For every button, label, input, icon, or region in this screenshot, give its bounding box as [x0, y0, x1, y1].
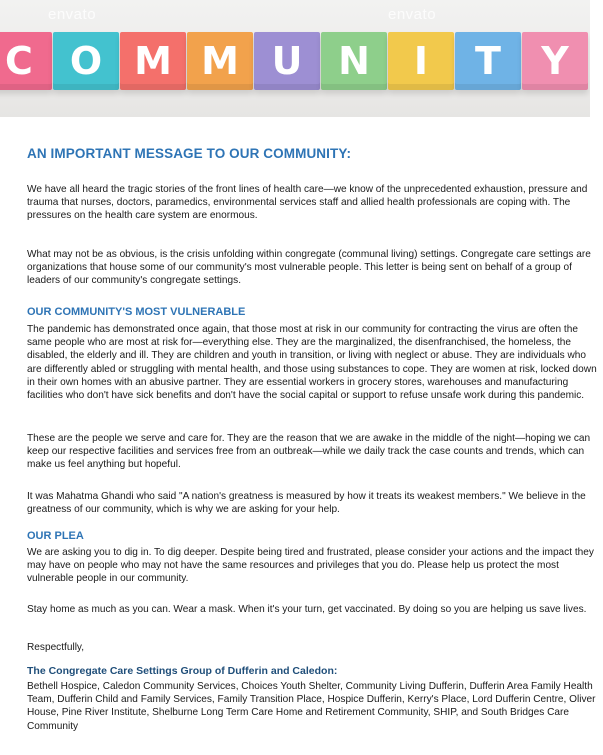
letter-block: U — [254, 32, 320, 90]
plea-paragraph-2: Stay home as much as you can. Wear a mask. When it's your turn, get vaccinated. By doing so you are helping us save lives. — [27, 604, 587, 615]
vulnerable-paragraph-2: These are the people we serve and care for. They are the reason that we are awake in the middle of the night—hoping we can keep our respective facilities and services free from an outbreak—while we daily track the case counts and trends, which can make us feel anything but hopeful. — [27, 433, 591, 471]
intro-paragraph-1: We have all heard the tragic stories of the front lines of health care—we know of the unprecedented exhaustion, pressure and trauma that nurses, doctors, paramedics, environmental services staff and allied health professionals are coping with. The pressures on the health care system are enormous. — [27, 184, 588, 222]
letter-blocks — [0, 32, 589, 90]
letter-block: T — [455, 32, 521, 90]
page-title: AN IMPORTANT MESSAGE TO OUR COMMUNITY: — [27, 146, 352, 161]
intro-paragraph-2: What may not be as obvious, is the crisis unfolding within congregate (communal living) settings. Congregate care settings are organizations that house some of our community's most vulnerable people. This letter is being sent on behalf of a group of leaders of our community's congregate settings. — [27, 249, 591, 287]
letter-block: O — [53, 32, 119, 90]
letter-block: N — [321, 32, 387, 90]
closing-text: Respectfully, — [27, 642, 85, 653]
section-heading-vulnerable: OUR COMMUNITY'S MOST VULNERABLE — [27, 306, 246, 318]
letter-block: C — [0, 32, 52, 90]
vulnerable-paragraph-3: It was Mahatma Ghandi who said "A nation's greatness is measured by how it treats its weakest members." We believe in the greatness of our community, which is why we are asking for your help. — [27, 491, 586, 516]
section-heading-plea: OUR PLEA — [27, 530, 84, 542]
signature-members: Bethell Hospice, Caledon Community Services, Choices Youth Shelter, Community Living Dufferin, Dufferin Area Family Health Team, Dufferin Child and Family Services, Family Transition Place, Hospice Dufferin, Kerry's Place, Lord Dufferin Centre, Oliver House, Pine River Institute, Shelburne Long Term Care Home and Retirement Community, SHIP, and South Bridges Care Community — [27, 681, 596, 732]
letter-block: I — [388, 32, 454, 90]
letter-block: M — [120, 32, 186, 90]
watermark-left: envato — [48, 6, 97, 23]
letter-block: M — [187, 32, 253, 90]
signature-group: The Congregate Care Settings Group of Dufferin and Caledon: — [27, 665, 338, 677]
plea-paragraph-1: We are asking you to dig in. To dig deeper. Despite being tired and frustrated, please consider your actions and the impact they may have on people who may not have the same resources and privileges that you do. Please help us protect the most vulnerable people in our community. — [27, 547, 594, 585]
watermark-right: envato — [388, 6, 437, 23]
vulnerable-paragraph-1: The pandemic has demonstrated once again, that those most at risk in our community for contracting the virus are often the same people who are most at risk for—everything else. They are the marginalized, the disenfranchised, the homeless, the disabled, the elderly and ill. They are children and youth in transition, or living with neglect or abuse. They are individuals who are differently abled or struggling with mental health, and those using substances to cope. They are women at risk, locked down in their own homes with an abusive partner. They are essential workers in grocery stores, warehouses and manufacturing facilities who don't have sick benefits and don't have the social capital or support to refuse unsafe work during this pandemic. — [27, 324, 597, 402]
letter-block: Y — [522, 32, 588, 90]
community-banner-image — [0, 0, 590, 117]
